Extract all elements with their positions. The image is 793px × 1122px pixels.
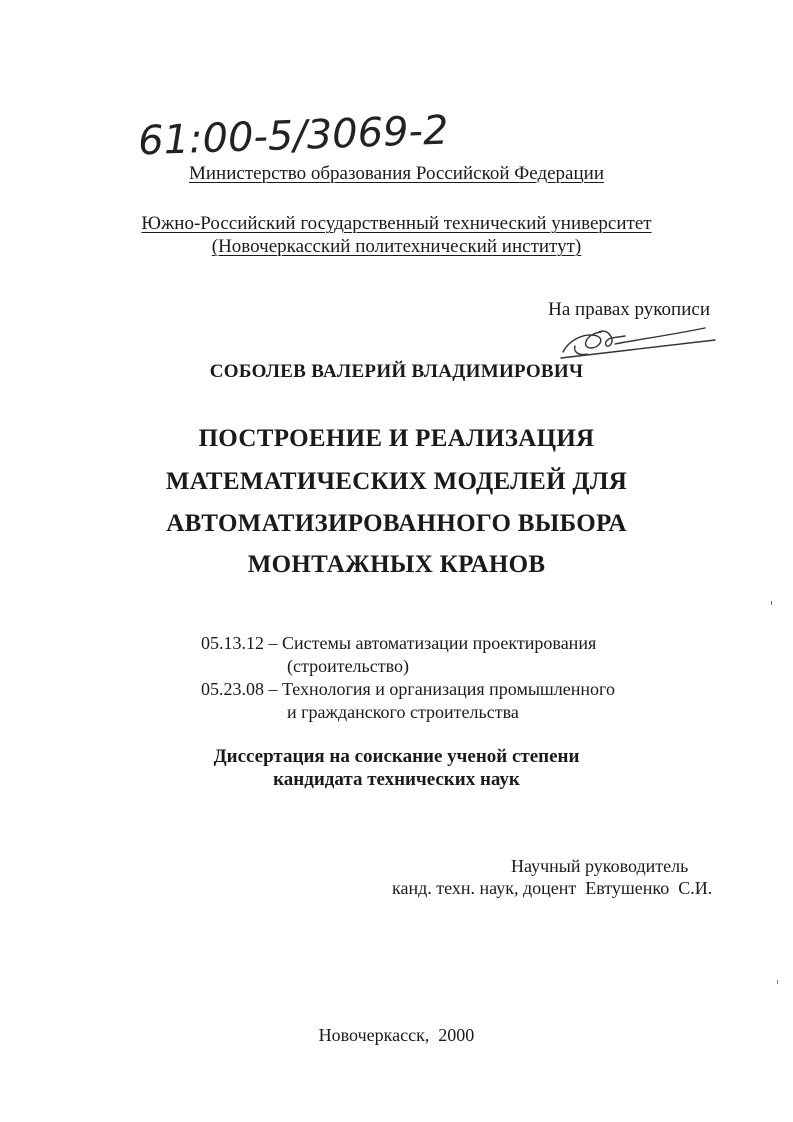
scan-mark [777, 980, 778, 984]
university-text: Южно-Российский государственный технический университет [141, 213, 652, 234]
archive-code-text: 61:00-5/3069-2 [137, 107, 450, 165]
manuscript-rights: На правах рукописи [548, 299, 710, 320]
specialty-code-2: 05.23.08 – Технология и организация промышленного [201, 679, 615, 699]
title-line: АВТОМАТИЗИРОВАННОГО ВЫБОРА [166, 510, 627, 537]
supervisor-name: канд. техн. наук, доцент Евтушенко С.И. [392, 878, 713, 898]
ministry-text: Министерство образования Российской Федерации [189, 163, 604, 184]
city-year [0, 1025, 793, 1046]
title-line: ПОСТРОЕНИЕ И РЕАЛИЗАЦИЯ [198, 425, 595, 452]
scan-mark [771, 601, 772, 605]
specialty-detail-2: и гражданского строительства [287, 702, 519, 722]
archive-code [120, 92, 520, 172]
institute-name [0, 236, 793, 258]
author-name: СОБОЛЕВ ВАЛЕРИЙ ВЛАДИМИРОВИЧ [209, 361, 584, 382]
university-name [0, 213, 793, 235]
title-line: МАТЕМАТИЧЕСКИХ МОДЕЛЕЙ ДЛЯ [165, 468, 628, 495]
institute-text: (Новочеркасский политехнический институт) [211, 236, 582, 257]
ministry-heading [0, 163, 793, 185]
supervisor-label: Научный руководитель [511, 856, 689, 876]
city-year-text: Новочеркасск, 2000 [318, 1025, 475, 1045]
specialty-detail-1: (строительство) [287, 656, 409, 676]
signature [555, 318, 725, 366]
specialty-code-1: 05.13.12 – Системы автоматизации проектирования [201, 633, 597, 653]
degree-line: Диссертация на соискание ученой степени [213, 746, 580, 767]
title-line: МОНТАЖНЫХ КРАНОВ [247, 551, 546, 578]
degree-line: кандидата технических наук [273, 769, 520, 790]
